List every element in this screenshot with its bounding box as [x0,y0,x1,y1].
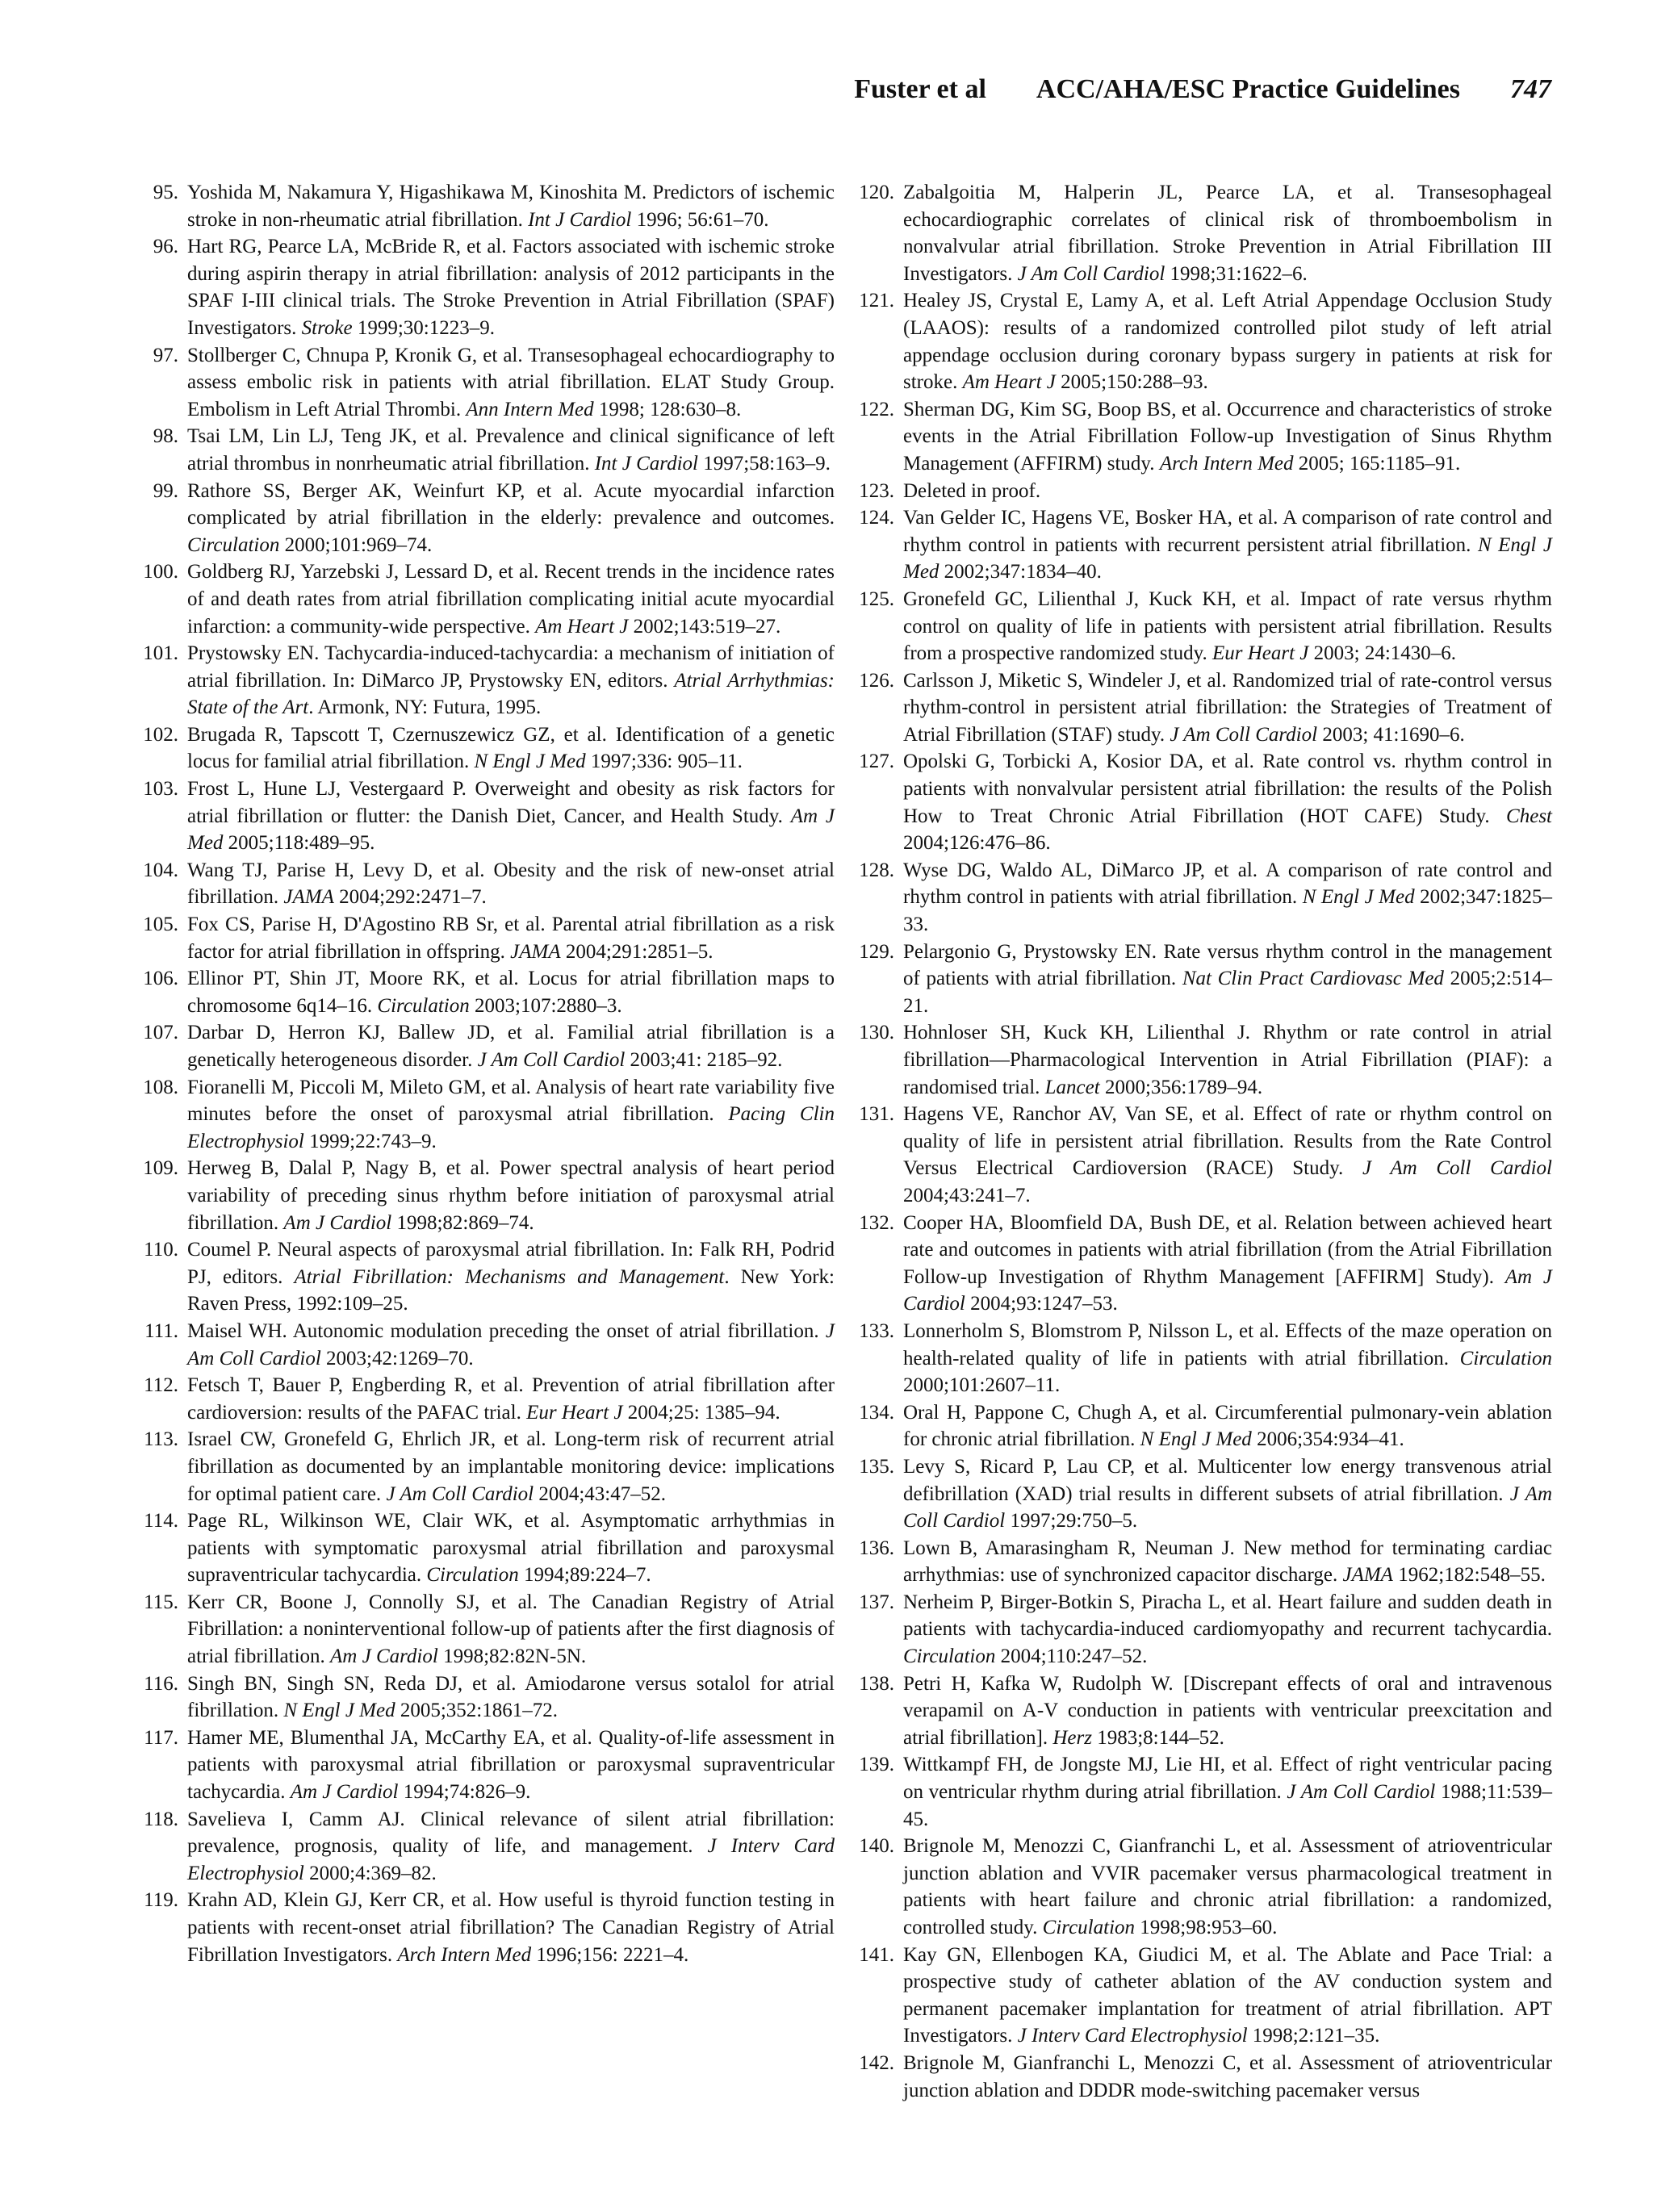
reference-item [138,776,835,857]
reference-journal: Am Heart J [535,615,629,638]
page-number: 747 [1510,74,1551,104]
reference-citation: Hamer ME, Blumenthal JA, McCarthy EA, et al. Quality-of-life assessment in patients with paroxysmal atrial fibrillation or paroxysmal supraventricular tachycardia. [187,1726,835,1804]
reference-volume-pages: 1997;29:750–5. [1005,1510,1138,1533]
reference-volume-pages: 2005;118:489–95. [223,832,375,855]
reference-citation: Fox CS, Parise H, D'Agostino RB Sr, et al. Parental atrial fibrillation as a risk factor for atrial fibrillation in offspring. [187,914,835,963]
reference-text [903,1942,1552,2050]
reference-volume-pages: 2000;4:369–82. [303,1862,437,1884]
reference-journal: Circulation [1042,1917,1136,1938]
reference-number: 130. [859,1022,894,1044]
reference-item [138,965,835,1019]
reference-volume-pages: 1997;58:163–9. [697,452,831,475]
reference-citation: Petri H, Kafka W, Rudolph W. [Discrepant effects of oral and intravenous verapamil on A-V conduction in patients with ventricular preexcitation and atrial fibrillation]. [903,1672,1552,1749]
reference-citation: Levy S, Ricard P, Lau CP, et al. Multicenter low energy transvenous atrial defibrillation (XAD) trial results in different subsets of atrial fibrillation. [903,1455,1552,1505]
reference-item [138,423,835,477]
reference-number: 112. [144,1374,178,1397]
reference-number: 101. [143,642,178,665]
reference-item [138,1725,835,1806]
reference-text [187,911,835,965]
reference-text [187,776,835,857]
reference-number: 113. [144,1428,178,1451]
reference-text [903,857,1552,939]
reference-text [903,1833,1552,1941]
reference-volume-pages: 2002;143:519–27. [628,615,781,638]
reference-text [903,1535,1552,1589]
reference-number: 108. [143,1076,178,1098]
reference-journal: Circulation [1459,1347,1552,1369]
reference-number: 117. [144,1726,178,1749]
reference-journal: J Am Coll Cardiol [1287,1781,1436,1804]
reference-citation: Zabalgoitia M, Halperin JL, Pearce LA, et al. Transesophageal echocardiographic correlates of clinical risk of thromboembolism in nonvalvular atrial fibrillation. Stroke Prevention in Atrial Fibrillation III Investigators. [903,182,1552,285]
reference-volume-pages: 2000;101:2607–11. [903,1374,1061,1397]
reference-volume-pages: 1998;98:953–60. [1135,1917,1278,1938]
reference-citation: Fetsch T, Bauer P, Engberding R, et al. Prevention of atrial fibrillation after cardioversion: results of the PAFAC trial. [187,1374,835,1424]
reference-number: 120. [859,182,894,203]
reference-journal: J Am Coll Cardiol [477,1049,626,1071]
reference-number: 102. [143,723,178,746]
reference-text [187,721,835,776]
reference-text [187,342,835,424]
reference-citation: Lonnerholm S, Blomstrom P, Nilsson L, et al. Effects of the maze operation on health-related quality of life in patients with atrial fibrillation. [903,1319,1552,1369]
reference-number: 137. [859,1591,894,1613]
reference-journal: Am J Cardiol [290,1781,399,1804]
reference-citation: Wittkampf FH, de Jongste MJ, Lie HI, et al. Effect of right ventricular pacing on ventricular rhythm during atrial fibrillation. [903,1754,1552,1804]
reference-text [903,939,1552,1020]
reference-volume-pages: 1994;74:826–9. [398,1781,531,1804]
reference-citation: Prystowsky EN. Tachycardia-induced-tachycardia: a mechanism of initiation of atrial fibrillation. In: DiMarco JP, Prystowsky EN, editors. [187,642,835,692]
header-authors: Fuster et al [854,74,986,104]
reference-citation: Kerr CR, Boone J, Connolly SJ, et al. The Canadian Registry of Atrial Fibrillation: a noninterventional follow-up of patients after the first diagnosis of atrial fibrillation. [187,1591,835,1668]
reference-volume-pages: 2006;354:934–41. [1251,1428,1404,1451]
reference-citation: Yoshida M, Nakamura Y, Higashikawa M, Kinoshita M. Predictors of ischemic stroke in non-rheumatic atrial fibrillation. [187,182,835,231]
reference-citation: Ellinor PT, Shin JT, Moore RK, et al. Locus for atrial fibrillation maps to chromosome 6q14–16. [187,968,835,1017]
reference-citation: Brignole M, Menozzi C, Gianfranchi L, et al. Assessment of atrioventricular junction ablation and VVIR pacemaker versus pharmacological treatment in patients with heart failure and chronic atrial fibrillation: a randomized, controlled study. [903,1835,1552,1938]
reference-text [187,965,835,1019]
reference-item [138,1670,835,1725]
reference-item [138,1589,835,1670]
reference-volume-pages: 1999;22:743–9. [303,1130,437,1152]
reference-journal: N Engl J Med [1302,886,1415,909]
reference-journal: J Am Coll Cardiol [1362,1157,1553,1180]
reference-text [903,1453,1552,1535]
reference-volume-pages: 2002;347:1825–33. [903,886,1552,936]
reference-item [854,1751,1552,1833]
reference-item [854,667,1552,749]
running-header [854,74,1551,123]
reference-number: 125. [859,587,894,610]
reference-number: 142. [859,2051,894,2074]
reference-item [854,287,1552,395]
reference-number: 140. [859,1835,894,1858]
reference-item [138,1372,835,1426]
reference-text [187,233,835,341]
reference-text [903,586,1552,667]
reference-journal: Eur Heart J [526,1401,623,1424]
reference-journal: JAMA [283,886,334,909]
reference-journal: JAMA [1342,1564,1393,1587]
reference-item [138,1426,835,1507]
reference-journal: J Am Coll Cardiol [903,1482,1552,1533]
reference-item [138,179,835,233]
reference-number: 135. [859,1455,894,1478]
reference-volume-pages: 2005;150:288–93. [1055,371,1208,394]
reference-item [854,748,1552,856]
reference-citation: Wang TJ, Parise H, Levy D, et al. Obesity and the risk of new-onset atrial fibrillation. [187,859,835,909]
reference-text [187,1236,835,1318]
reference-item [138,857,835,911]
reference-text [187,1019,835,1073]
reference-number: 133. [859,1319,894,1342]
reference-volume-pages: 1998;2:121–35. [1247,2025,1380,2047]
reference-journal: Arch Intern Med [1159,452,1294,475]
reference-volume-pages: 1998; 128:630–8. [593,398,742,420]
reference-item [854,1318,1552,1399]
reference-journal: Lancet [1044,1076,1100,1098]
reference-item [854,939,1552,1020]
reference-text [187,1074,835,1156]
reference-number: 109. [143,1157,178,1180]
reference-journal: Atrial Arrhythmias: State of the Art [187,669,835,719]
reference-citation: Stollberger C, Chnupa P, Kronik G, et al. Transesophageal echocardiography to assess embolic risk in patients with atrial fibrillation. ELAT Study Group. Embolism in Left Atrial Thrombi. [187,344,835,420]
reference-journal: Int J Cardiol [594,452,698,475]
reference-journal: Am Heart J [962,371,1056,394]
reference-text [187,1372,835,1426]
reference-citation: Pelargonio G, Prystowsky EN. Rate versus rhythm control in the management of patients with atrial fibrillation. [903,940,1552,990]
reference-number: 107. [143,1022,178,1044]
reference-journal: J Am Coll Cardiol [386,1482,534,1505]
reference-number: 95. [153,182,178,203]
reference-number: 100. [143,561,178,583]
reference-number: 118. [144,1808,178,1830]
references-right-column [854,179,1552,2104]
reference-volume-pages: 1998;31:1622–6. [1165,262,1308,285]
reference-citation: Singh BN, Singh SN, Reda DJ, et al. Amiodarone versus sotalol for atrial fibrillation. [187,1672,835,1722]
reference-volume-pages: 2004;291:2851–5. [560,940,714,963]
reference-volume-pages: 2004;93:1247–53. [965,1293,1118,1315]
reference-journal: Circulation [187,533,280,556]
reference-citation: Brignole M, Gianfranchi L, Menozzi C, et al. Assessment of atrioventricular junction ablation and DDDR mode-switching pacemaker versus [903,2051,1552,2101]
reference-citation: Savelieva I, Camm AJ. Clinical relevance of silent atrial fibrillation: prevalence, prognosis, quality of life, and management. [187,1808,835,1858]
reference-citation: Hohnloser SH, Kuck KH, Lilienthal J. Rhythm or rate control in atrial fibrillation—Pharmacological Intervention in Atrial Fibrillation (PIAF): a randomised trial. [903,1022,1552,1098]
reference-volume-pages: 1998;82:869–74. [391,1211,534,1234]
reference-text [187,640,835,721]
reference-item [138,911,835,965]
reference-volume-pages: 2005; 165:1185–91. [1293,452,1461,475]
reference-item [854,1670,1552,1752]
reference-volume-pages: 1962;182:548–55. [1392,1564,1546,1587]
reference-number: 115. [144,1591,178,1613]
reference-citation: Wyse DG, Waldo AL, DiMarco JP, et al. A comparison of rate control and rhythm control in patients with atrial fibrillation. [903,859,1552,909]
reference-text [903,396,1552,478]
reference-text [903,1101,1552,1209]
reference-journal: Circulation [426,1564,519,1587]
reference-volume-pages: 2003; 24:1430–6. [1308,642,1457,665]
reference-journal: J Interv Card Electrophysiol [187,1835,835,1884]
reference-citation: Opolski G, Torbicki A, Kosior DA, et al. Rate control vs. rhythm control in patients with nonvalvular persistent atrial fibrillation: the results of the Polish How to Treat Chronic Atrial Fibrillation (HOT CAFE) Study. [903,751,1552,827]
reference-number: 103. [143,778,178,801]
reference-volume-pages: 1988;11:539–45. [903,1781,1552,1830]
reference-volume-pages: 1996;156: 2221–4. [531,1943,689,1966]
reference-journal: J Am Coll Cardiol [1170,723,1318,746]
reference-number: 131. [859,1103,894,1126]
reference-citation: Rathore SS, Berger AK, Weinfurt KP, et al. Acute myocardial infarction complicated by atrial fibrillation in the elderly: prevalence and outcomes. [187,479,835,529]
reference-volume-pages: 2003;107:2880–3. [469,994,622,1017]
reference-volume-pages: 2004;43:241–7. [903,1184,1031,1206]
reference-citation: Hart RG, Pearce LA, McBride R, et al. Factors associated with ischemic stroke during aspirin therapy in atrial fibrillation: analysis of 2012 participants in the SPAF I-III clinical trials. The Stroke Prevention in Atrial Fibrillation (SPAF) Investigators. [187,236,835,339]
reference-item [138,558,835,640]
reference-number: 97. [153,344,178,366]
reference-journal: Circulation [903,1645,996,1668]
reference-item [138,1019,835,1073]
reference-journal: Chest [1506,805,1552,827]
reference-number: 116. [144,1672,178,1695]
reference-item [138,1074,835,1156]
reference-citation: Maisel WH. Autonomic modulation preceding the onset of atrial fibrillation. [187,1319,826,1342]
reference-text [187,1806,835,1888]
reference-number: 119. [144,1889,178,1912]
reference-item [138,342,835,424]
reference-number: 110. [144,1239,178,1261]
reference-journal: Am J Cardiol [330,1645,438,1668]
reference-text [903,478,1552,505]
reference-item [854,1453,1552,1535]
reference-volume-pages: 2004;126:476–86. [903,832,1051,855]
reference-number: 114. [144,1510,178,1533]
reference-number: 106. [143,968,178,990]
reference-volume-pages: 1983;8:144–52. [1091,1726,1224,1749]
reference-text [903,287,1552,395]
reference-volume-pages: 2004;25: 1385–94. [622,1401,780,1424]
reference-number: 136. [859,1537,894,1559]
reference-journal: J Interv Card Electrophysiol [1017,2025,1248,2047]
reference-item [854,1101,1552,1209]
reference-number: 141. [859,1943,894,1966]
reference-journal: Eur Heart J [1212,642,1309,665]
reference-number: 96. [153,236,178,258]
reference-number: 134. [859,1401,894,1424]
reference-number: 104. [143,859,178,881]
reference-citation: Sherman DG, Kim SG, Boop BS, et al. Occurrence and characteristics of stroke events in the Atrial Fibrillation Follow-up Investigation of Sinus Rhythm Management (AFFIRM) study. [903,398,1552,475]
reference-text [187,1426,835,1507]
reference-text [187,1155,835,1236]
reference-journal: Circulation [377,994,470,1017]
reference-text [903,2050,1552,2104]
reference-volume-pages: 2003; 41:1690–6. [1317,723,1465,746]
reference-item [854,1833,1552,1941]
reference-text [903,1751,1552,1833]
reference-text [187,179,835,233]
reference-number: 99. [153,479,178,502]
reference-item [854,586,1552,667]
reference-journal: N Engl J Med [903,533,1552,583]
reference-text [187,558,835,640]
reference-citation: Deleted in proof. [903,479,1041,502]
reference-journal: Int J Cardiol [528,208,632,231]
reference-volume-pages: 2000;356:1789–94. [1099,1076,1263,1098]
reference-text [187,423,835,477]
reference-text [187,1887,835,1968]
reference-item [854,1589,1552,1670]
reference-item [854,1019,1552,1101]
reference-citation: Brugada R, Tapscott T, Czernuszewicz GZ, et al. Identification of a genetic locus for familial atrial fibrillation. [187,723,835,773]
reference-number: 122. [859,398,894,420]
reference-number: 126. [859,669,894,692]
reference-text [903,504,1552,586]
reference-citation: Krahn AD, Klein GJ, Kerr CR, et al. How useful is thyroid function testing in patients with recent-onset atrial fibrillation? The Canadian Registry of Atrial Fibrillation Investigators. [187,1889,835,1966]
reference-item [854,396,1552,478]
reference-text [903,1019,1552,1101]
reference-item [854,478,1552,505]
reference-volume-pages: 2000;101:969–74. [279,533,433,556]
reference-citation: Israel CW, Gronefeld G, Ehrlich JR, et al. Long-term risk of recurrent atrial fibrillation as documented by an implantable monitoring device: implications for optimal patient care. [187,1428,835,1505]
reference-item [138,721,835,776]
reference-volume-pages: 2005;2:514–21. [903,968,1552,1017]
reference-journal: Am J Med [187,805,835,855]
reference-journal: J Am Coll Cardiol [187,1319,835,1369]
reference-citation: Page RL, Wilkinson WE, Clair WK, et al. Asymptomatic arrhythmias in patients with symptomatic paroxysmal atrial fibrillation and paroxysmal supraventricular tachycardia. [187,1510,835,1587]
reference-journal: Nat Clin Pract Cardiovasc Med [1182,968,1444,990]
reference-volume-pages: 1994;89:224–7. [518,1564,651,1587]
reference-item [138,233,835,341]
reference-volume-pages: 2004;110:247–52. [995,1645,1148,1668]
reference-citation: Nerheim P, Birger-Botkin S, Piracha L, et al. Heart failure and sudden death in patients with tachycardia-induced cardiomyopathy and recurrent tachycardia. [903,1591,1552,1641]
reference-citation: Oral H, Pappone C, Chugh A, et al. Circumferential pulmonary-vein ablation for chronic atrial fibrillation. [903,1401,1552,1451]
reference-journal: Atrial Fibrillation: Mechanisms and Management [294,1265,725,1288]
reference-journal: Arch Intern Med [397,1943,532,1966]
reference-text [903,1670,1552,1752]
reference-volume-pages: . Armonk, NY: Futura, 1995. [308,696,542,719]
reference-citation: Gronefeld GC, Lilienthal J, Kuck KH, et al. Impact of rate versus rhythm control on quality of life in patients with persistent atrial fibrillation. Results from a prospective randomized study. [903,587,1552,665]
reference-journal: Ann Intern Med [466,398,594,420]
reference-item [138,1806,835,1888]
reference-journal: Am J Cardiol [903,1265,1552,1315]
reference-item [854,179,1552,287]
reference-volume-pages: . New York: Raven Press, 1992:109–25. [187,1265,835,1315]
reference-number: 124. [859,507,894,529]
reference-citation: Frost L, Hune LJ, Vestergaard P. Overweight and obesity as risk factors for atrial fibrillation or flutter: the Danish Diet, Cancer, and Health Study. [187,778,835,827]
reference-text [187,478,835,559]
header-title: ACC/AHA/ESC Practice Guidelines [1036,74,1460,104]
reference-citation: Carlsson J, Miketic S, Windeler J, et al. Randomized trial of rate-control versus rhythm-control in persistent atrial fibrillation: the Strategies of Treatment of Atrial Fibrillation (STAF) study. [903,669,1552,746]
reference-number: 129. [859,940,894,963]
reference-journal: Pacing Clin Electrophysiol [187,1103,835,1152]
reference-journal: J Am Coll Cardiol [1017,262,1165,285]
reference-volume-pages: 1996; 56:61–70. [631,208,769,231]
reference-number: 111. [144,1319,178,1342]
reference-item [138,478,835,559]
reference-citation: Fioranelli M, Piccoli M, Mileto GM, et al. Analysis of heart rate variability five minutes before the onset of paroxysmal atrial fibrillation. [187,1076,835,1126]
reference-citation: Cooper HA, Bloomfield DA, Bush DE, et al. Relation between achieved heart rate and outcomes in patients with atrial fibrillation (from the Atrial Fibrillation Follow-up Investigation of Rhythm Management [AFFIRM] Study). [903,1211,1552,1288]
reference-citation: Herweg B, Dalal P, Nagy B, et al. Power spectral analysis of heart period variability of preceding sinus rhythm before initiation of paroxysmal atrial fibrillation. [187,1157,835,1234]
reference-item [854,1399,1552,1453]
reference-volume-pages: 2003;41: 2185–92. [625,1049,783,1071]
reference-number: 128. [859,859,894,881]
reference-volume-pages: 1999;30:1223–9. [352,316,495,339]
reference-text [903,1318,1552,1399]
reference-text [187,857,835,911]
reference-number: 105. [143,914,178,936]
reference-number: 123. [859,479,894,502]
reference-citation: Goldberg RJ, Yarzebski J, Lessard D, et al. Recent trends in the incidence rates of and death rates from atrial fibrillation complicating initial acute myocardial infarction: a community-wide perspective. [187,561,835,638]
reference-item [854,1942,1552,2050]
reference-item [854,1210,1552,1318]
reference-number: 139. [859,1754,894,1776]
reference-item [854,504,1552,586]
reference-journal: N Engl J Med [474,751,586,773]
reference-text [187,1725,835,1806]
reference-text [187,1507,835,1589]
reference-text [187,1670,835,1725]
reference-volume-pages: 2002;347:1834–40. [939,561,1102,583]
reference-volume-pages: 2004;43:47–52. [534,1482,666,1505]
reference-citation: Coumel P. Neural aspects of paroxysmal atrial fibrillation. In: Falk RH, Podrid PJ, editors. [187,1239,835,1288]
reference-item [138,1236,835,1318]
reference-citation: Darbar D, Herron KJ, Ballew JD, et al. Familial atrial fibrillation is a genetically heterogeneous disorder. [187,1022,835,1071]
reference-volume-pages: 2003;42:1269–70. [320,1347,474,1369]
reference-number: 127. [859,751,894,773]
reference-text [903,1399,1552,1453]
reference-volume-pages: 2005;352:1861–72. [395,1700,558,1722]
reference-text [187,1589,835,1670]
reference-journal: Stroke [301,316,353,339]
reference-volume-pages: 1997;336: 905–11. [585,751,743,773]
reference-item [138,1887,835,1968]
reference-number: 132. [859,1211,894,1234]
reference-citation: Hagens VE, Ranchor AV, Van SE, et al. Effect of rate or rhythm control on quality of life in persistent atrial fibrillation. Results from the Rate Control Versus Electrical Cardioversion (RACE) Study. [903,1103,1552,1180]
reference-item [138,1507,835,1589]
reference-item [854,2050,1552,2104]
reference-volume-pages: 1998;82:82N-5N. [437,1645,587,1668]
reference-journal: JAMA [510,940,561,963]
reference-item [138,1155,835,1236]
reference-journal: Am J Cardiol [283,1211,392,1234]
references-left-column [138,179,835,1968]
reference-text [903,179,1552,287]
reference-number: 121. [859,290,894,312]
reference-text [903,748,1552,856]
reference-citation: Healey JS, Crystal E, Lamy A, et al. Left Atrial Appendage Occlusion Study (LAAOS): results of a randomized controlled pilot study of left atrial appendage occlusion during coronary bypass surgery in patients at risk for stroke. [903,290,1552,394]
reference-journal: Herz [1052,1726,1092,1749]
reference-item [138,1318,835,1372]
reference-citation: Van Gelder IC, Hagens VE, Bosker HA, et al. A comparison of rate control and rhythm control in patients with recurrent persistent atrial fibrillation. [903,507,1552,556]
reference-item [854,857,1552,939]
reference-journal: N Engl J Med [283,1700,395,1722]
reference-number: 98. [153,425,178,448]
reference-citation: Kay GN, Ellenbogen KA, Giudici M, et al. The Ablate and Pace Trial: a prospective study of catheter ablation of the AV conduction system and permanent pacemaker implantation for treatment of atrial fibrillation. APT Investigators. [903,1943,1552,2047]
reference-item [138,640,835,721]
reference-number: 138. [859,1672,894,1695]
reference-citation: Lown B, Amarasingham R, Neuman J. New method for terminating cardiac arrhythmias: use of synchronized capacitor discharge. [903,1537,1552,1587]
reference-item [854,1535,1552,1589]
reference-text [903,1210,1552,1318]
reference-text [187,1318,835,1372]
reference-text [903,1589,1552,1670]
reference-citation: Tsai LM, Lin LJ, Teng JK, et al. Prevalence and clinical significance of left atrial thrombus in nonrheumatic atrial fibrillation. [187,425,835,475]
reference-volume-pages: 2004;292:2471–7. [333,886,487,909]
reference-journal: N Engl J Med [1140,1428,1252,1451]
reference-text [903,667,1552,749]
